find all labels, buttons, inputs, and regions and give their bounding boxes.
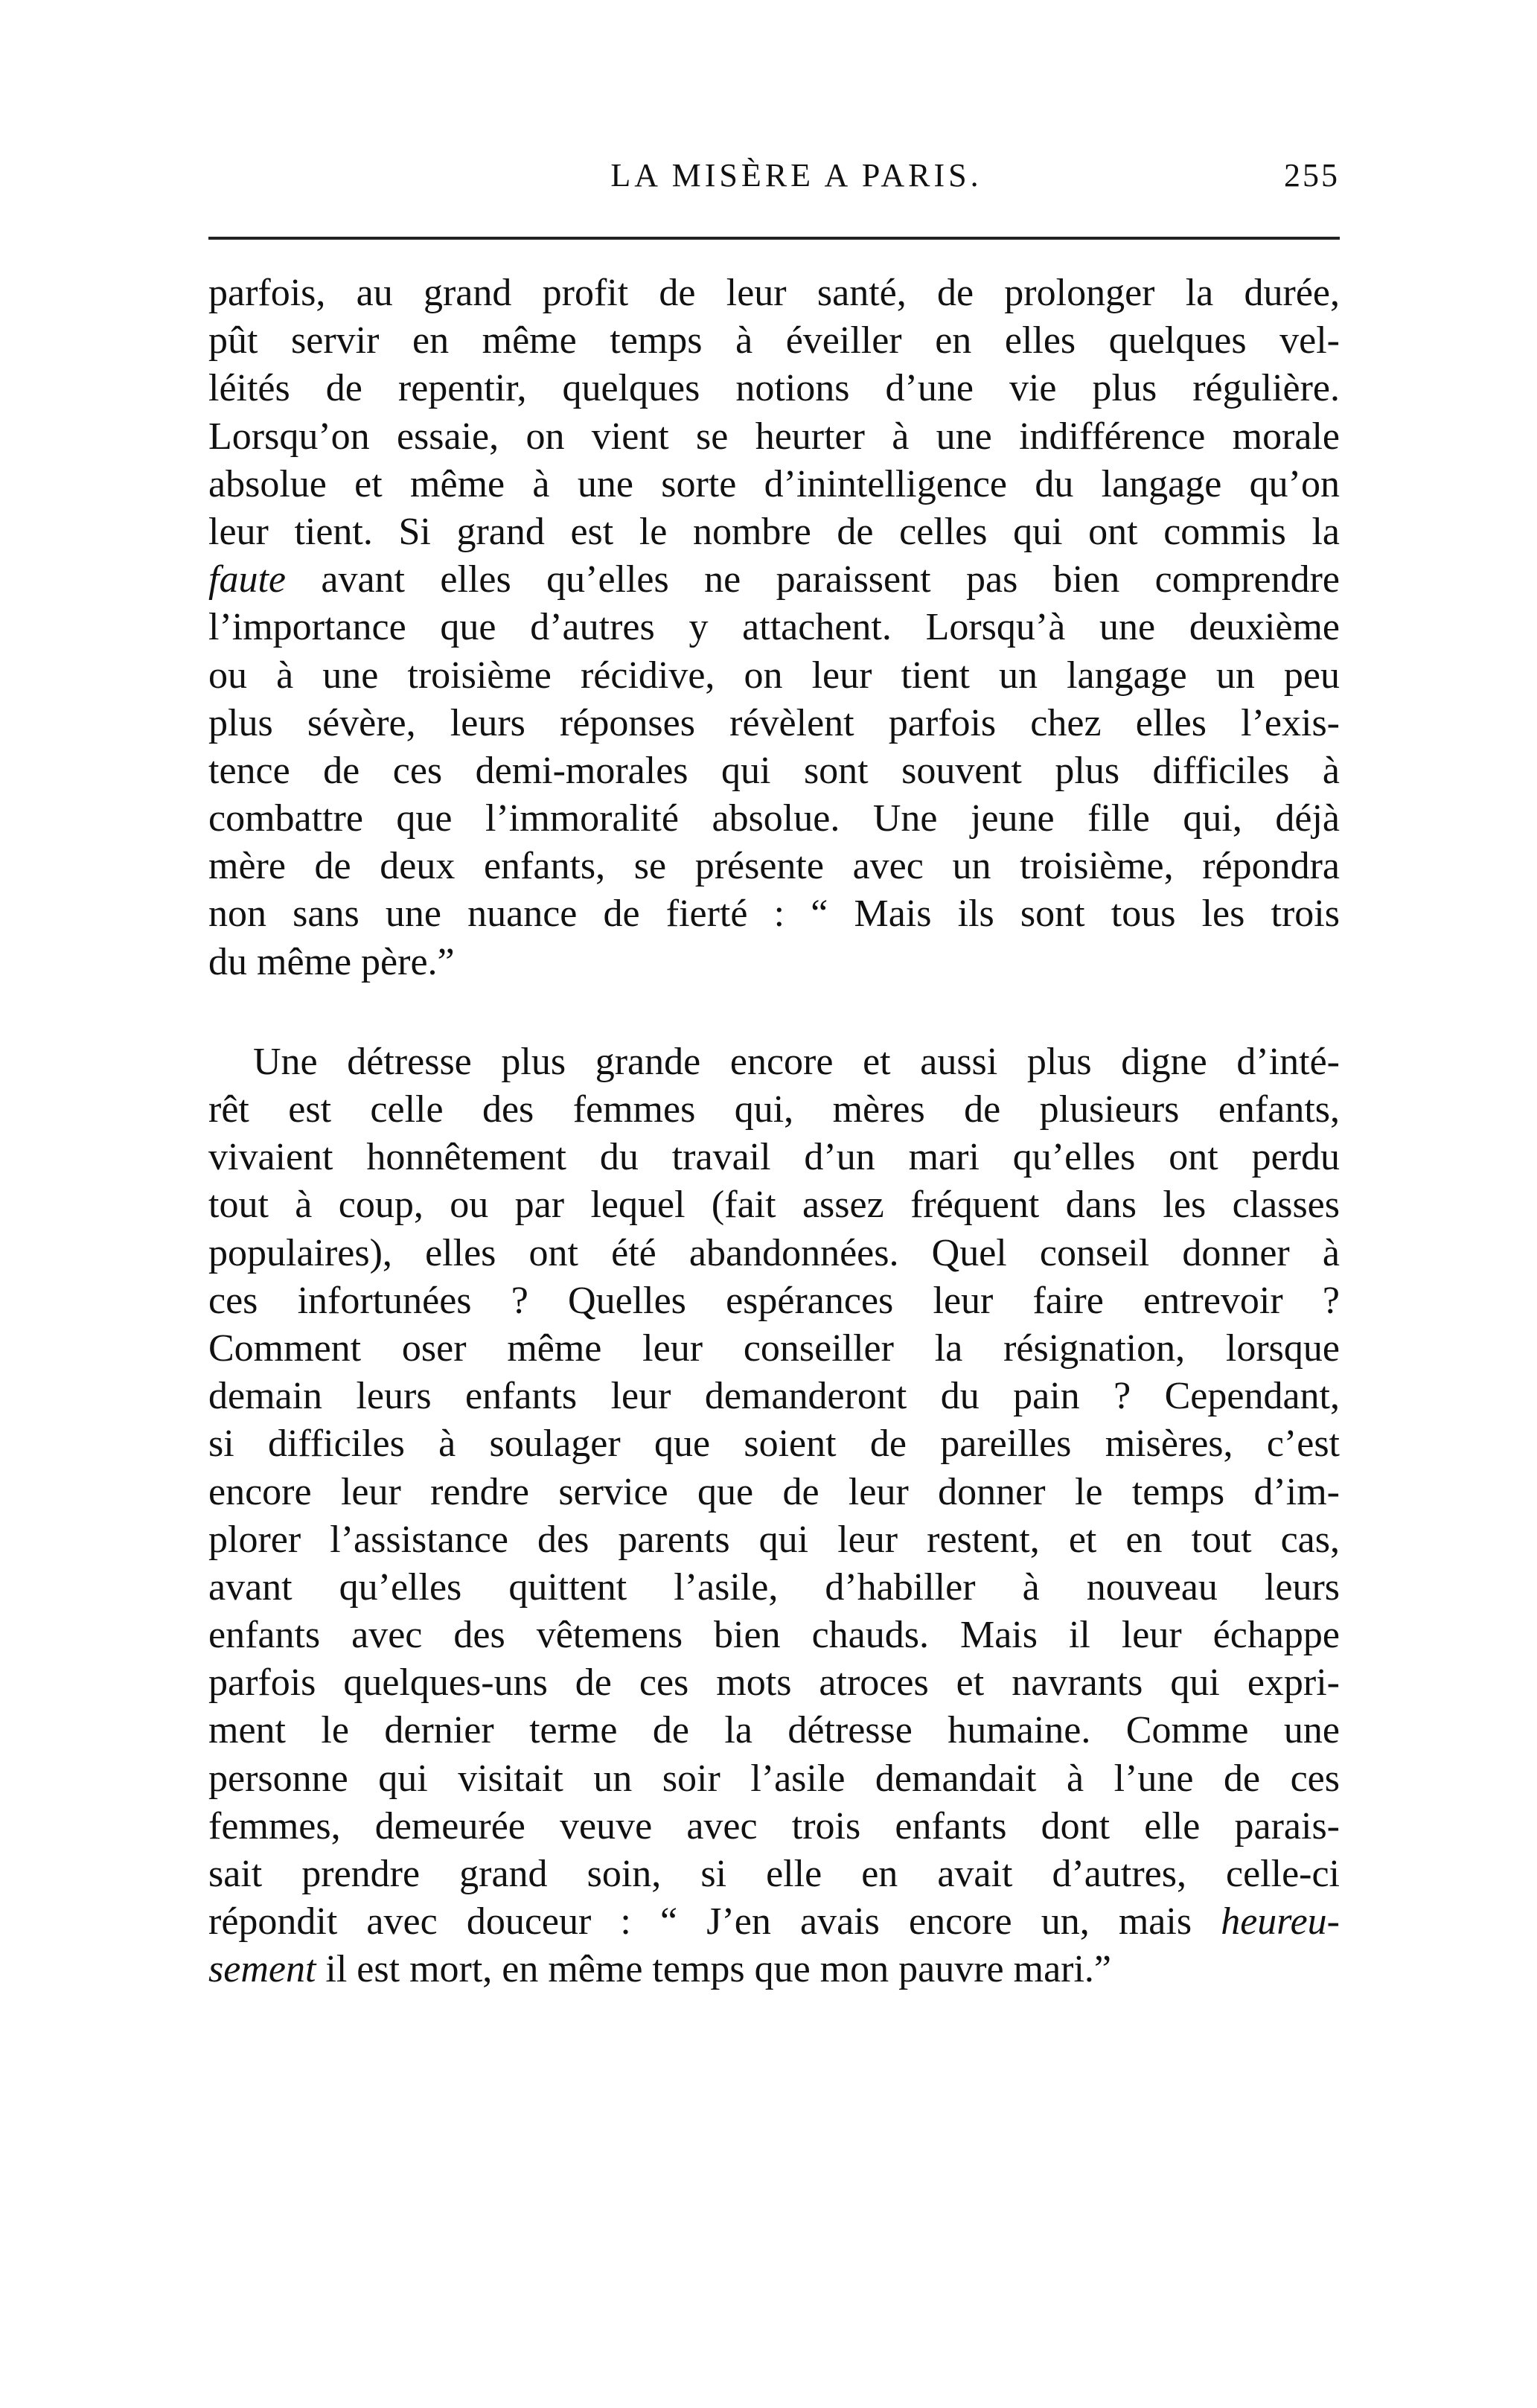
text-line: enfants avec des vêtemens bien chauds. Mais il leur échappe: [208, 1614, 1340, 1657]
paragraph: [208, 1038, 1340, 1994]
text-line: pût servir en même temps à éveiller en elles quelques vel-: [208, 319, 1340, 363]
text-line: demain leurs enfants leur demanderont du pain ? Cependant,: [208, 1375, 1340, 1418]
text-line: du même père.”: [208, 940, 455, 983]
text-line: avant qu’elles quittent l’asile, d’habiller à nouveau leurs: [208, 1565, 1340, 1609]
text-line: Lorsqu’on essaie, on vient se heurter à une indifférence morale: [208, 415, 1340, 458]
header-rule: [208, 237, 1340, 240]
text-line: absolue et même à une sorte d’inintelligence du langage qu’on: [208, 462, 1340, 505]
text-line: ou à une troisième récidive, on leur tient un langage un peu: [208, 654, 1340, 697]
text-line: mère de deux enfants, se présente avec un troisième, répondra: [208, 845, 1340, 888]
text-line: l’importance que d’autres y attachent. Lorsqu’à une deuxième: [208, 606, 1340, 649]
text-line: parfois, au grand profit de leur santé, de prolonger la durée,: [208, 272, 1340, 314]
italic-word: faute: [208, 558, 286, 601]
paragraph-gap: [208, 986, 1340, 1038]
text-line: plus sévère, leurs réponses révèlent parfois chez elles l’exis-: [208, 701, 1340, 744]
text-line: non sans une nuance de fierté : “ Mais ils sont tous les trois: [208, 892, 1340, 936]
running-title: LA MISÈRE A PARIS.: [610, 157, 982, 194]
text-line: rêt est celle des femmes qui, mères de plusieurs enfants,: [208, 1088, 1340, 1131]
text-line: populaires), elles ont été abandonnées. Quel conseil donner à: [208, 1231, 1340, 1274]
text-line: léités de repentir, quelques notions d’une vie plus régulière.: [208, 367, 1340, 410]
text-line: sement il est mort, en même temps que mon pauvre mari.”: [208, 1948, 1111, 1991]
text-line: faute avant elles qu’elles ne paraissent pas bien comprendre: [208, 558, 1340, 601]
text-line: personne qui visitait un soir l’asile demandait à l’une de ces: [208, 1757, 1340, 1800]
text-line: Comment oser même leur conseiller la résignation, lorsque: [208, 1326, 1340, 1370]
text-line: parfois quelques-uns de ces mots atroces et navrants qui expri-: [208, 1661, 1340, 1705]
text-line: plorer l’assistance des parents qui leur restent, et en tout cas,: [208, 1518, 1340, 1561]
text-line: tout à coup, ou par lequel (fait assez fréquent dans les classes: [208, 1184, 1340, 1227]
text-line: leur tient. Si grand est le nombre de celles qui ont commis la: [208, 510, 1340, 553]
text-line: tence de ces demi-morales qui sont souvent plus difficiles à: [208, 749, 1340, 792]
running-head: [208, 156, 1340, 216]
text-line: ces infortunées ? Quelles espérances leur faire entrevoir ?: [208, 1279, 1340, 1322]
text-line: combattre que l’immoralité absolue. Une jeune fille qui, déjà: [208, 797, 1340, 840]
text-line: si difficiles à soulager que soient de pareilles misères, c’est: [208, 1422, 1340, 1466]
text-line: ment le dernier terme de la détresse humaine. Comme une: [208, 1709, 1340, 1752]
text-line: femmes, demeurée veuve avec trois enfants dont elle parais-: [208, 1804, 1340, 1847]
text-line: vivaient honnêtement du travail d’un mari qu’elles ont perdu: [208, 1136, 1340, 1179]
italic-word: sement: [208, 1948, 316, 1991]
text-line: répondit avec douceur : “ J’en avais encore un, mais heureu-: [208, 1900, 1340, 1944]
text-line: sait prendre grand soin, si elle en avait d’autres, celle-ci: [208, 1853, 1340, 1895]
text-body: [208, 269, 1340, 1994]
page-number: 255: [1284, 157, 1340, 194]
paragraph: [208, 269, 1340, 986]
text-line: encore leur rendre service que de leur donner le temps d’im-: [208, 1470, 1340, 1513]
italic-word: heureu-: [1221, 1900, 1340, 1944]
text-line: Une détresse plus grande encore et aussi plus digne d’inté-: [253, 1040, 1340, 1083]
